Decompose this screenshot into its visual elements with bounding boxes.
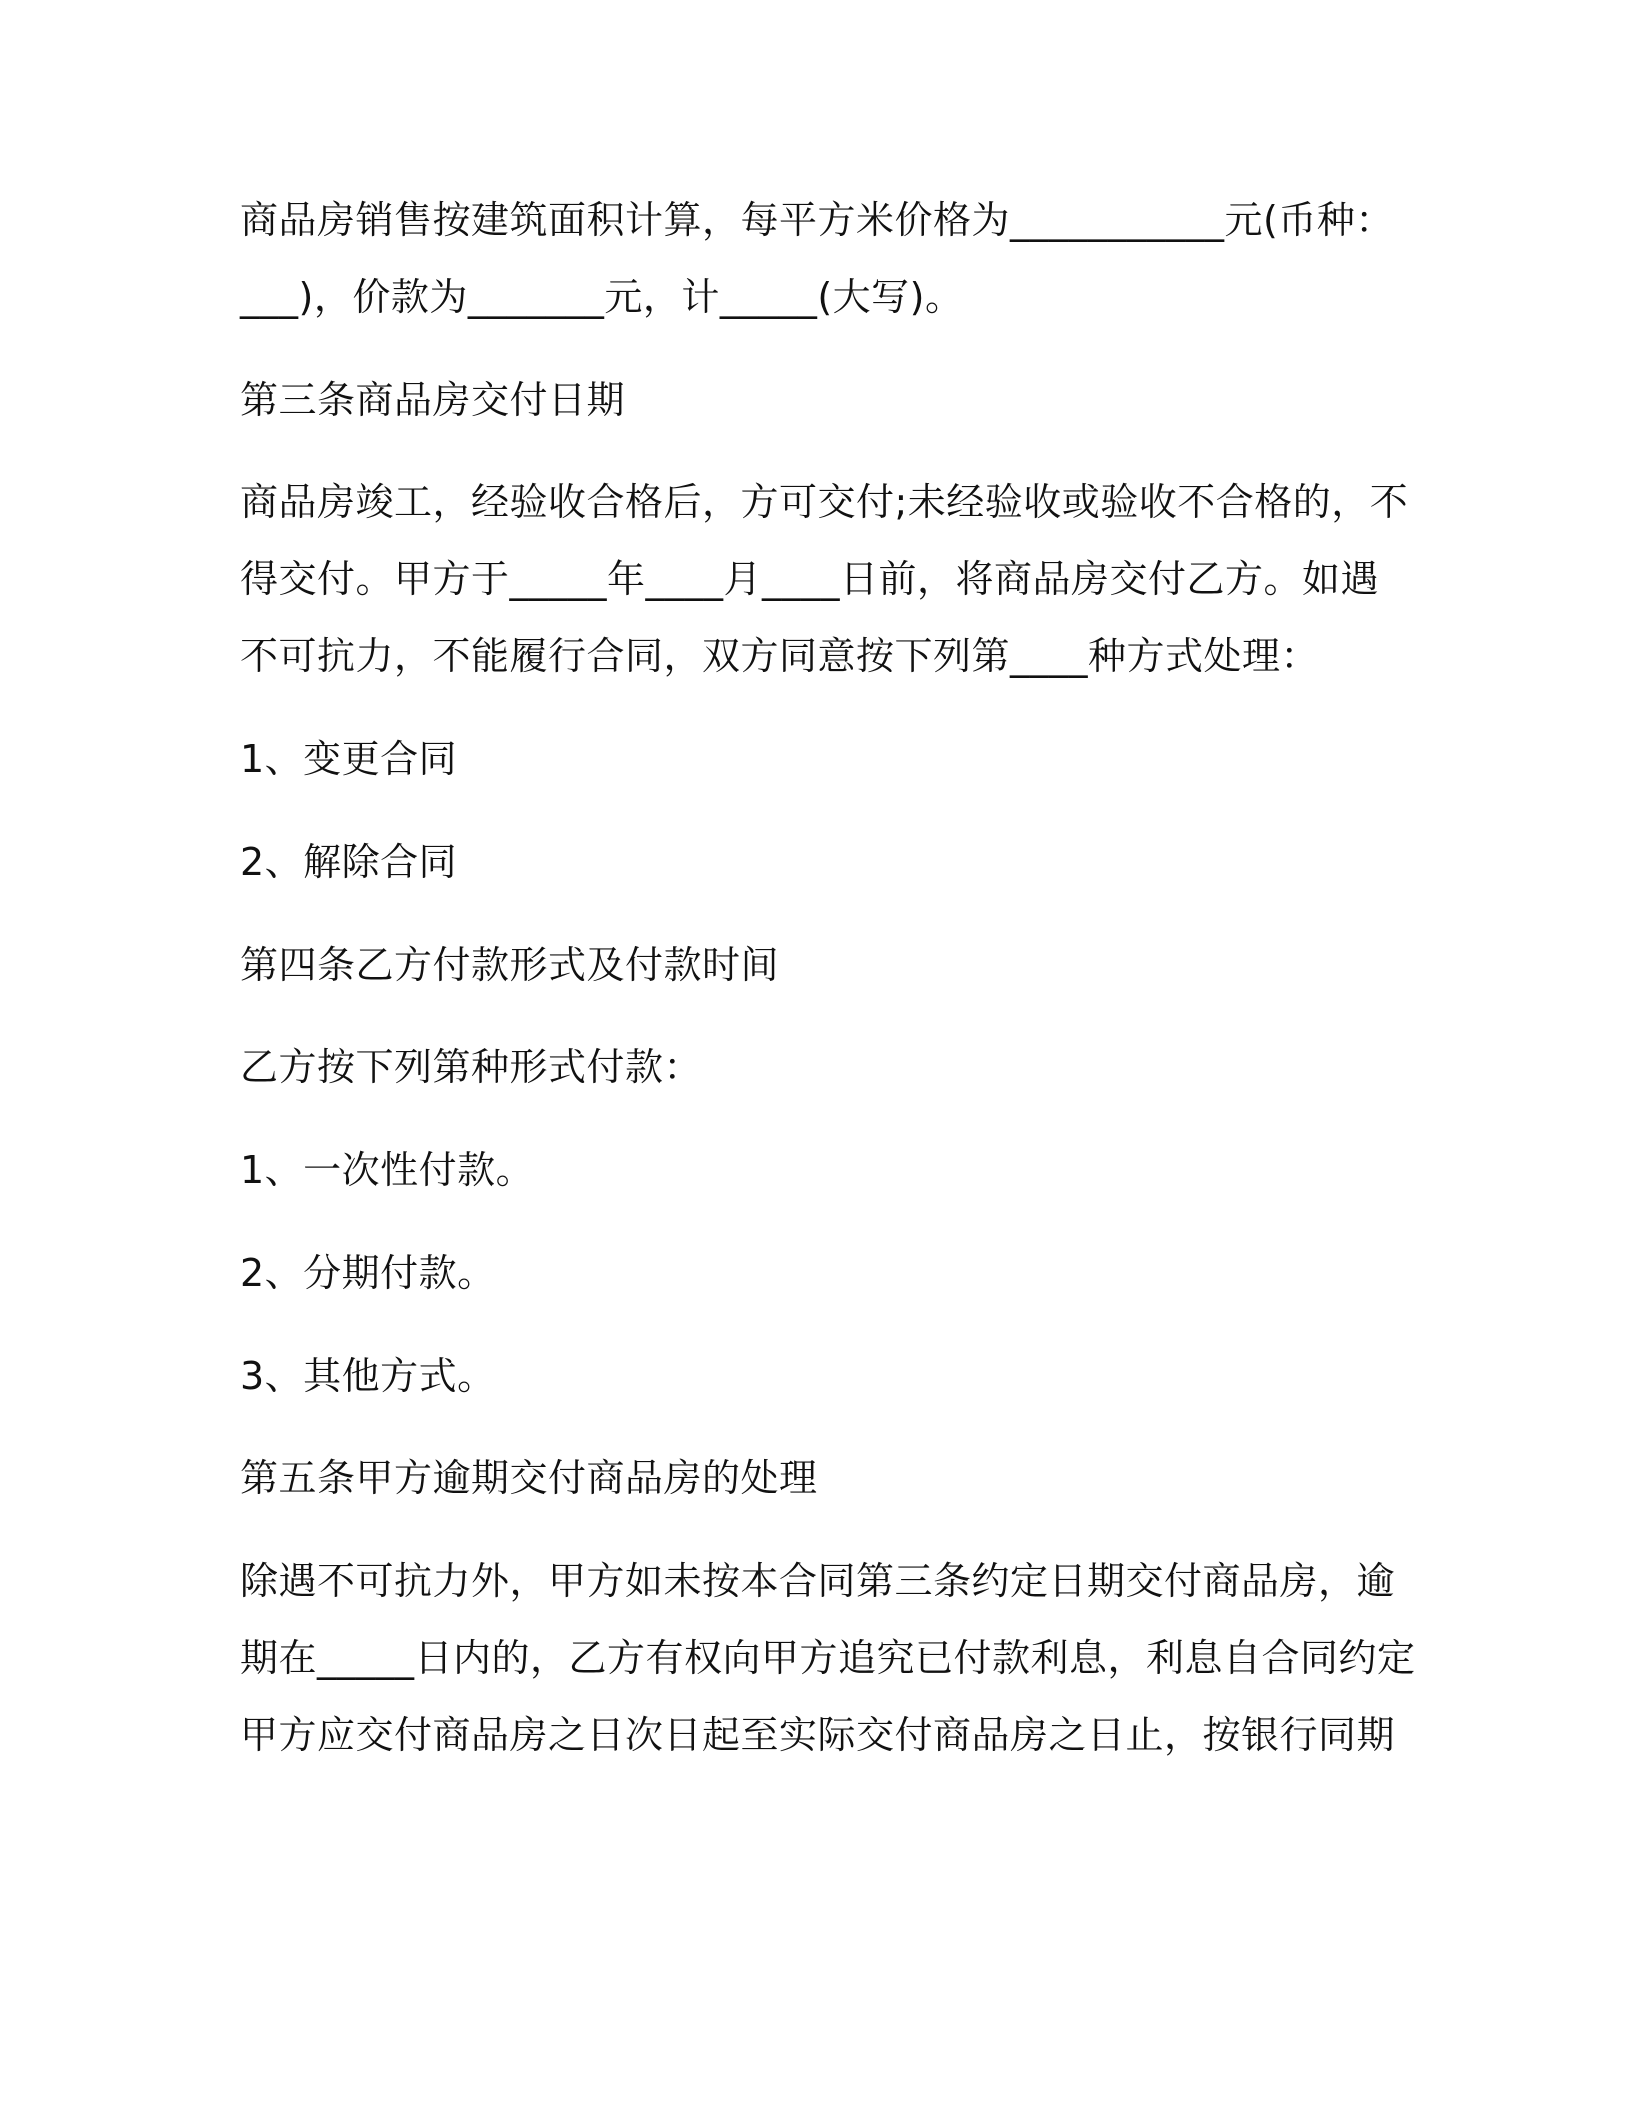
paragraph-line: 得交付。甲方于_____年____月____日前，将商品房交付乙方。如遇 [240, 557, 1380, 601]
list-item: 3、其他方式。 [240, 1354, 496, 1398]
section-heading: 第五条甲方逾期交付商品房的处理 [240, 1456, 818, 1500]
paragraph-line: 商品房销售按建筑面积计算，每平方米价格为___________元(币种： [240, 198, 1394, 242]
paragraph-line: 不可抗力，不能履行合同，双方同意按下列第____种方式处理： [240, 634, 1320, 678]
section-heading: 第三条商品房交付日期 [240, 378, 626, 422]
paragraph-line: 除遇不可抗力外，甲方如未按本合同第三条约定日期交付商品房，逾 [240, 1559, 1396, 1603]
list-item: 2、解除合同 [240, 840, 458, 884]
section-heading: 第四条乙方付款形式及付款时间 [240, 943, 780, 987]
list-item: 1、一次性付款。 [240, 1148, 535, 1192]
paragraph-line: 期在_____日内的，乙方有权向甲方追究已付款利息，利息自合同约定 [240, 1636, 1416, 1680]
paragraph-line: 商品房竣工，经验收合格后，方可交付;未经验收或验收不合格的，不 [240, 480, 1409, 524]
list-item: 1、变更合同 [240, 737, 458, 781]
paragraph-line: 乙方按下列第种形式付款： [240, 1045, 703, 1089]
paragraph-line: 甲方应交付商品房之日次日起至实际交付商品房之日止，按银行同期 [240, 1713, 1396, 1757]
list-item: 2、分期付款。 [240, 1251, 496, 1295]
paragraph-line: ___)，价款为_______元，计_____(大写)。 [240, 275, 964, 319]
